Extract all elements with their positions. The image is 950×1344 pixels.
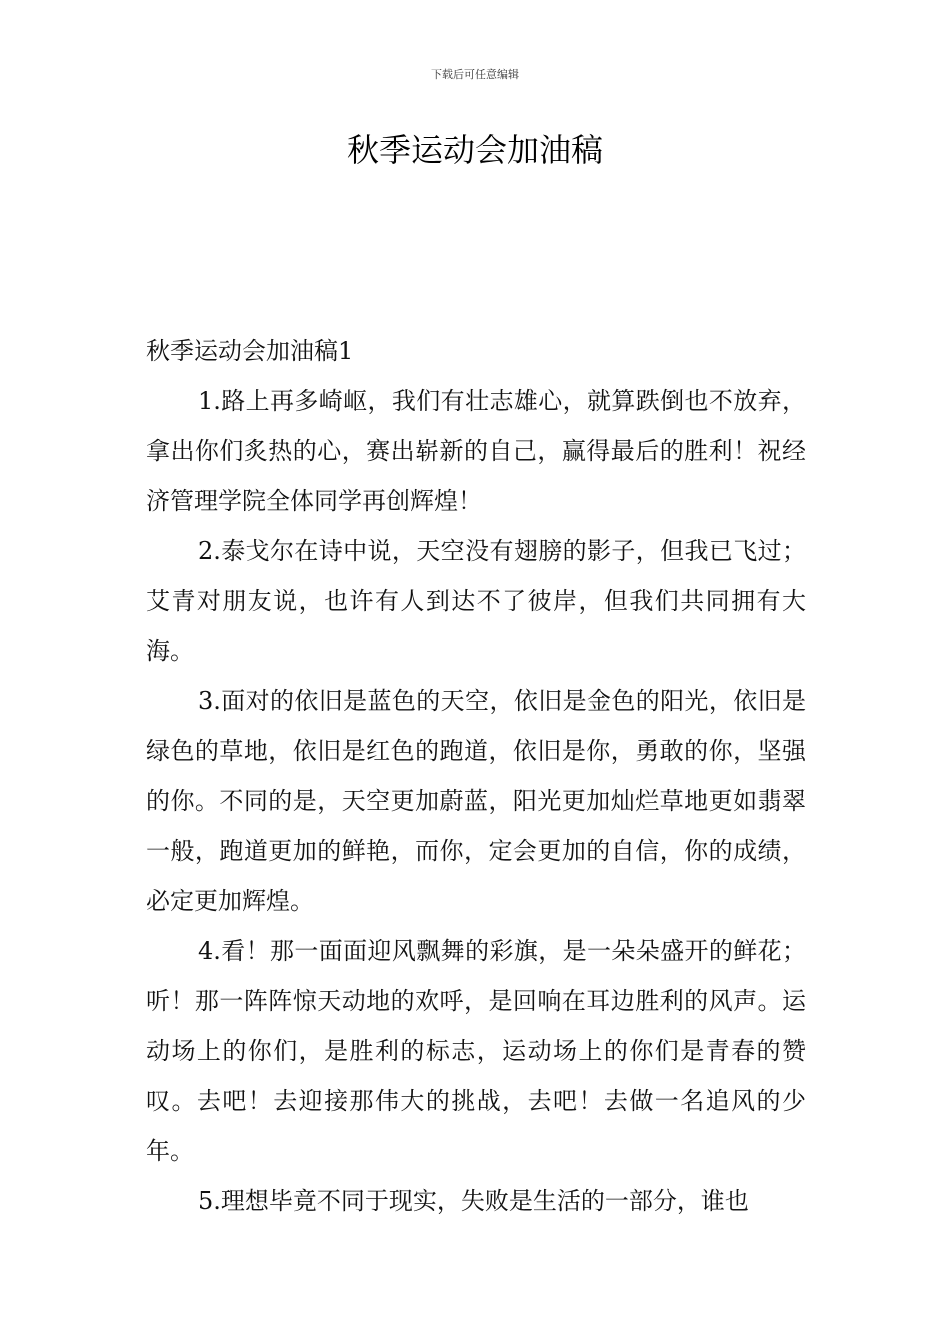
section-heading: 秋季运动会加油稿1 [146, 337, 354, 365]
document-body [146, 326, 806, 1226]
header-note: 下载后可任意编辑 [431, 68, 519, 81]
document-title: 秋季运动会加油稿 [346, 131, 603, 169]
paragraph-2: 2.泰戈尔在诗中说，天空没有翅膀的影子，但我已飞过；艾青对朋友说，也许有人到达不了彼岸，但我们共同拥有大海。 [146, 537, 806, 665]
paragraph-4: 4.看！那一面面迎风飘舞的彩旗，是一朵朵盛开的鲜花；听！那一阵阵惊天动地的欢呼，是回响在耳边胜利的风声。运动场上的你们，是胜利的标志，运动场上的你们是青春的赞叹。去吧！去迎接那伟大的挑战，去吧！去做一名追风的少年。 [146, 937, 806, 1165]
paragraph-5: 5.理想毕竟不同于现实，失败是生活的一部分，谁也 [198, 1187, 749, 1215]
paragraph-1: 1.路上再多崎岖，我们有壮志雄心，就算跌倒也不放弃，拿出你们炙热的心，赛出崭新的自己，赢得最后的胜利！祝经济管理学院全体同学再创辉煌！ [146, 387, 806, 515]
paragraph-3: 3.面对的依旧是蓝色的天空，依旧是金色的阳光，依旧是绿色的草地，依旧是红色的跑道，依旧是你，勇敢的你，坚强的你。不同的是，天空更加蔚蓝，阳光更加灿烂草地更如翡翠一般，跑道更加的鲜艳，而你，定会更加的自信，你的成绩，必定更加辉煌。 [146, 687, 806, 915]
